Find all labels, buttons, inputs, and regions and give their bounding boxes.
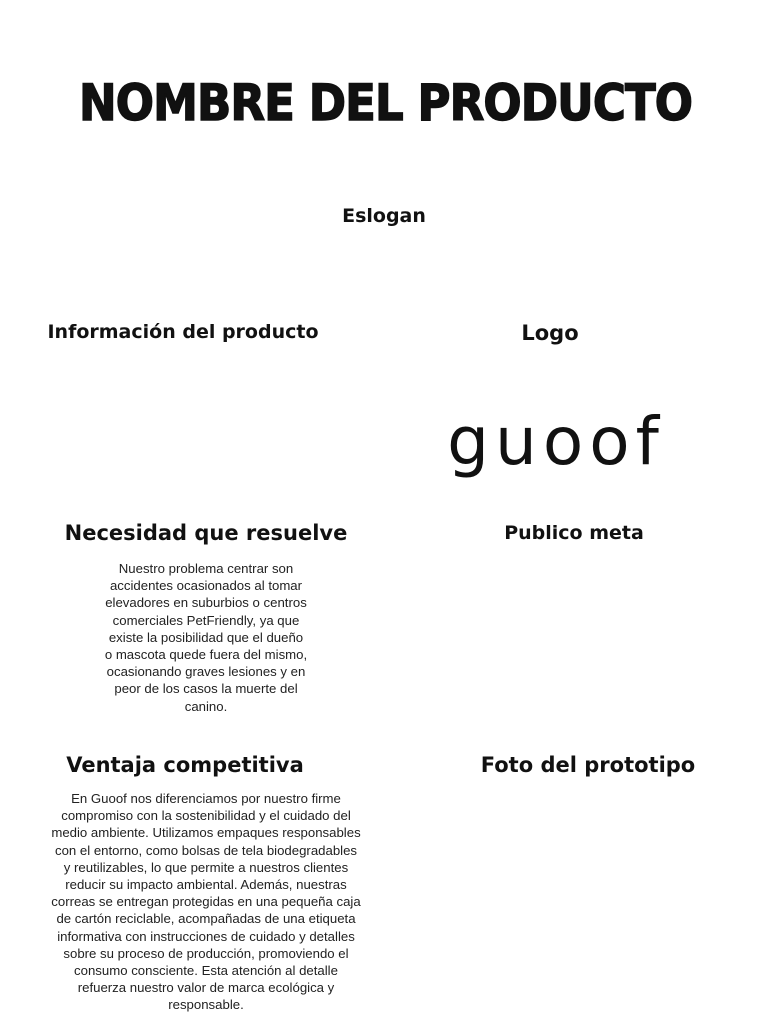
prototype-heading: Foto del prototipo xyxy=(480,753,696,777)
need-heading: Necesidad que resuelve xyxy=(64,521,348,545)
audience-heading: Publico meta xyxy=(504,522,644,544)
advantage-heading: Ventaja competitiva xyxy=(66,753,304,777)
product-info-heading: Información del producto xyxy=(47,321,319,343)
slogan-label: Eslogan xyxy=(342,205,426,227)
logo-heading: Logo xyxy=(521,321,579,345)
guoof-logo: guoof xyxy=(447,403,665,480)
advantage-text: En Guoof nos diferenciamos por nuestro firme compromiso con la sostenibilidad y el cuidado del medio ambiente. Utilizamos empaques responsables con el entorno, como bolsas de tela biodegradables y reutilizables, lo que permite a nuestros clientes reducir su impacto ambiental. Además, nuestras correas se entregan protegidas en una pequeña caja de cartón reciclable, acompañadas de una etiqueta informativa con instrucciones de cuidado y detalles sobre su proceso de producción, promoviendo el consumo consciente. Esta atención al detalle refuerza nuestro valor de marca ecológica y responsable. xyxy=(51,791,361,1013)
need-text: Nuestro problema centrar son accidentes ocasionados al tomar elevadores en suburbios o centros comerciales PetFriendly, ya que existe la posibilidad que el dueño o mascota quede fuera del mismo, ocasionando graves lesiones y en peor de los casos la muerte del canino. xyxy=(104,561,308,714)
page-title: NOMBRE DEL PRODUCTO xyxy=(78,74,693,132)
